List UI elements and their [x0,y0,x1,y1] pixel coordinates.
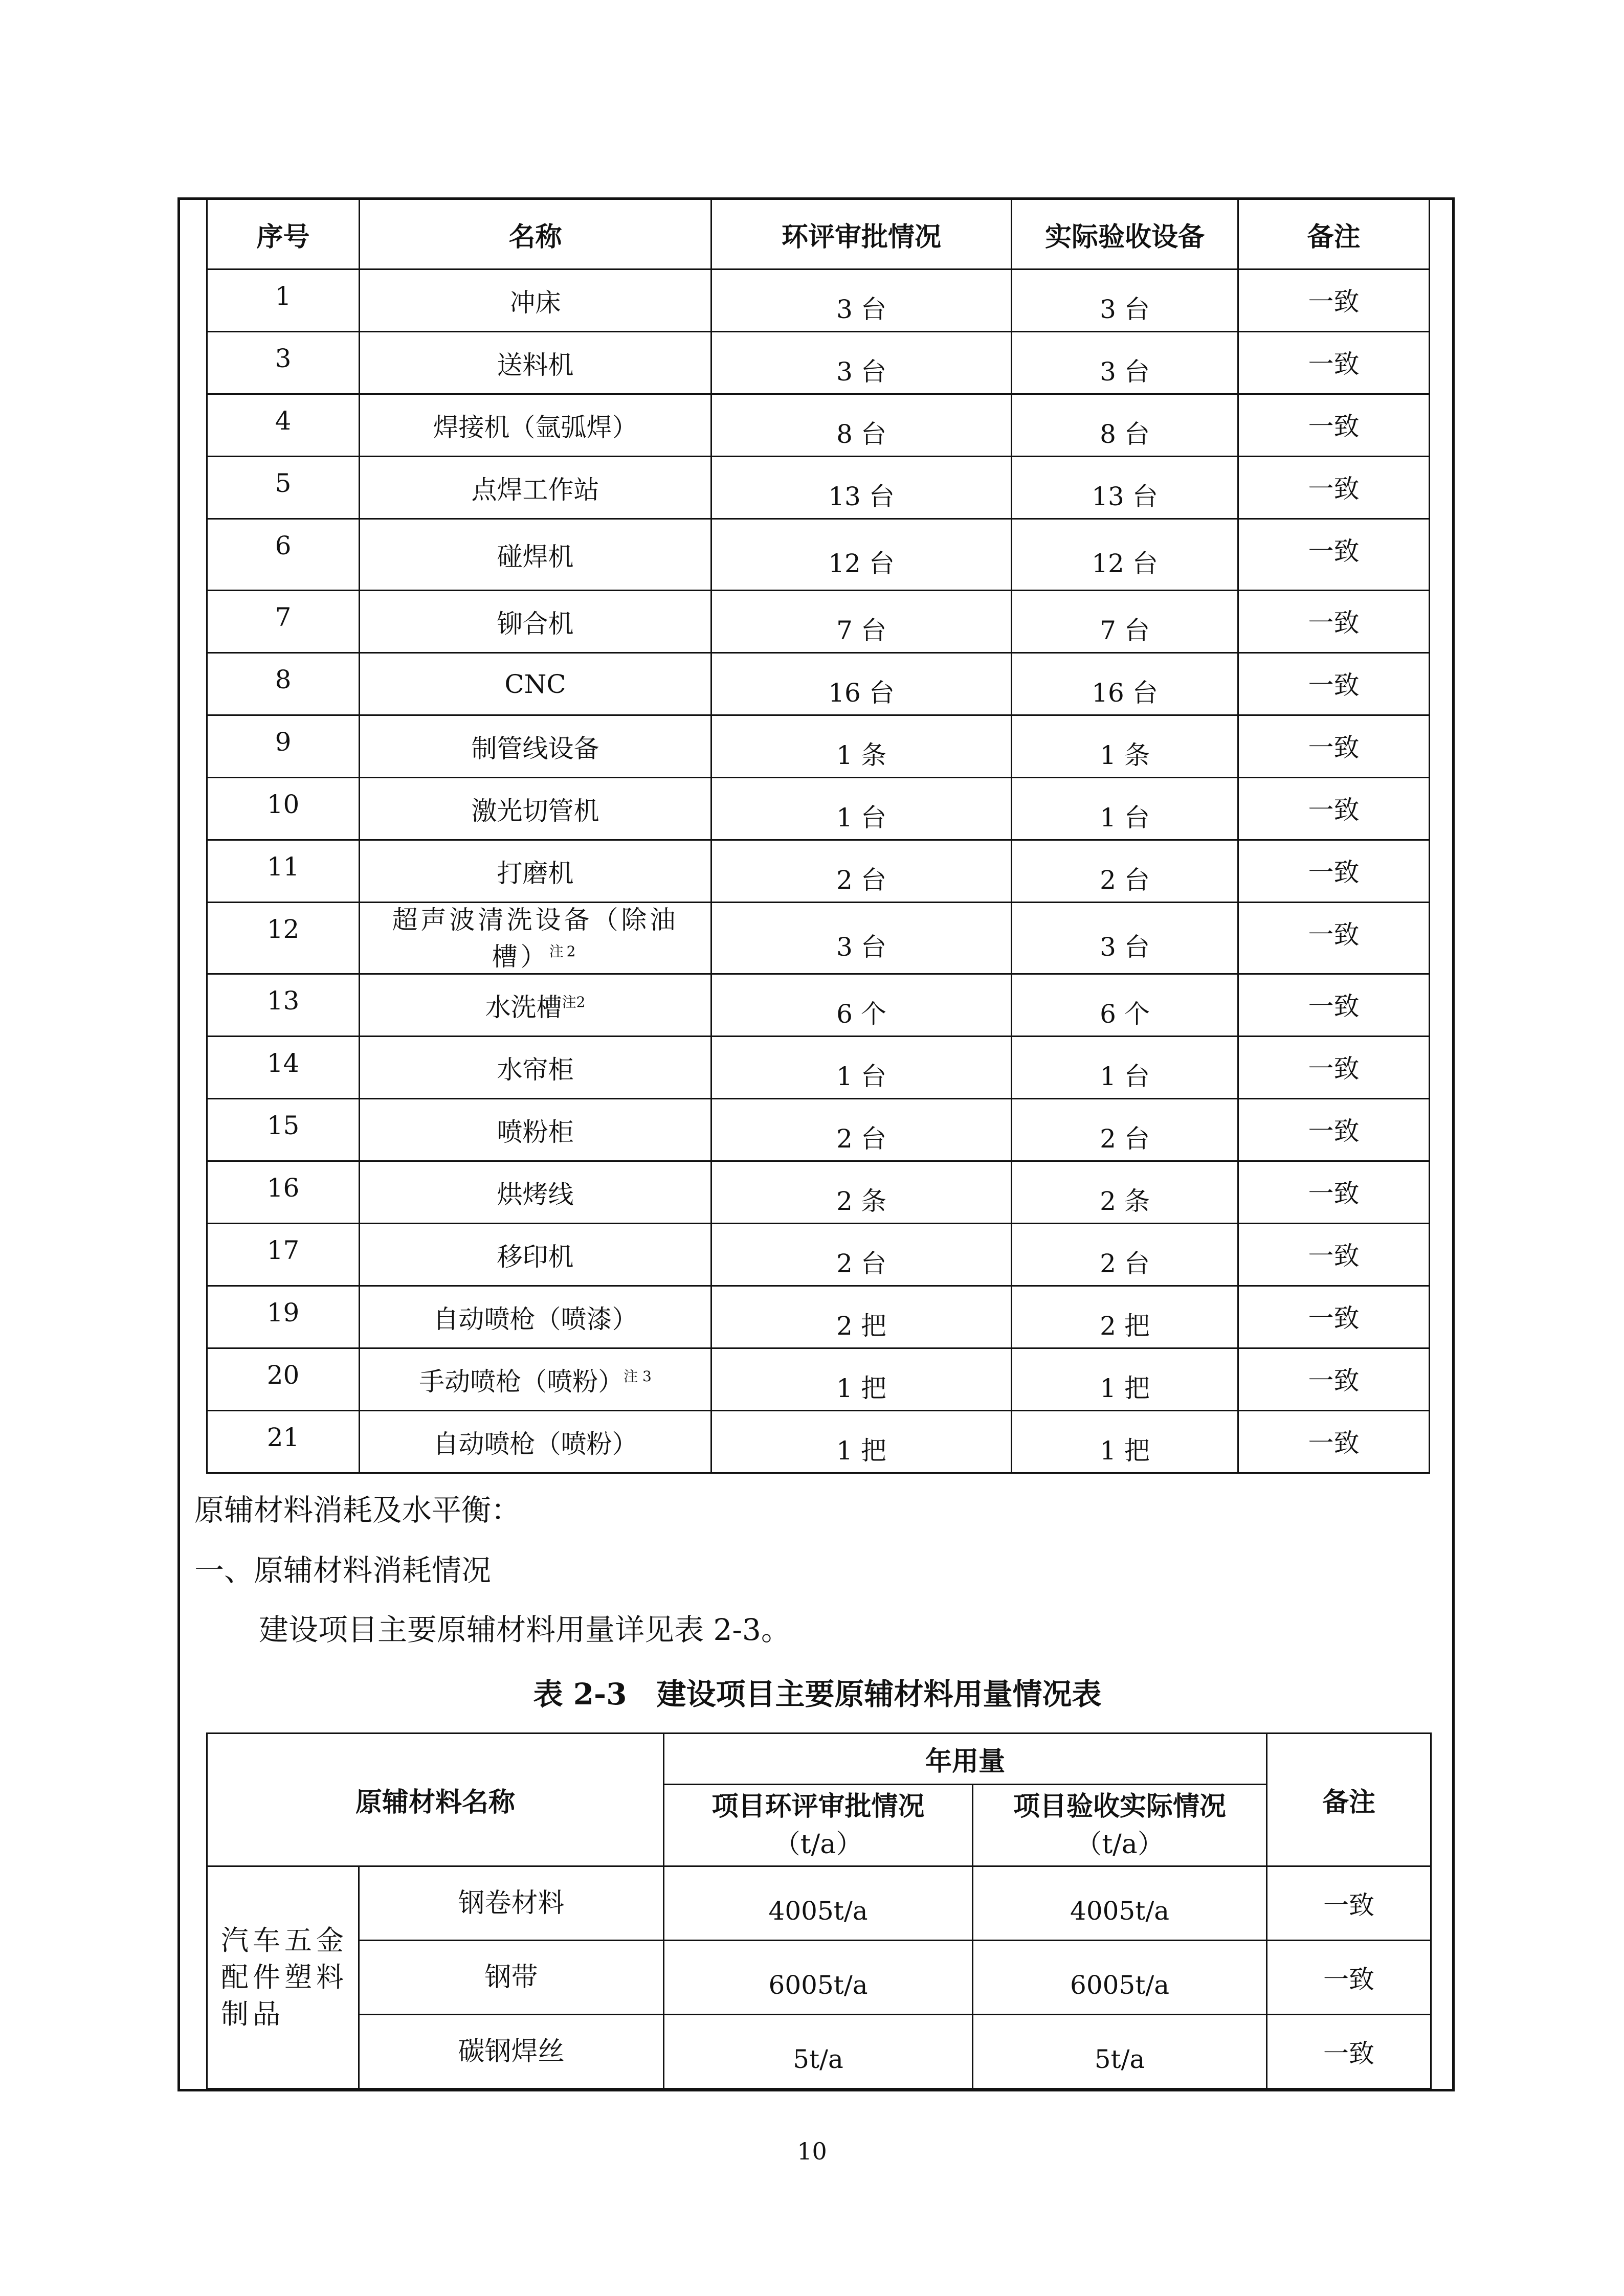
equipment-actual [1012,1286,1238,1348]
equipment-name [360,269,711,332]
equipment-actual [1012,1037,1238,1099]
material-name: 钢带 [359,1941,664,2015]
equipment-note-text: 一致 [1308,287,1360,317]
equipment-note-text: 一致 [1308,858,1360,887]
equipment-approved [711,1411,1012,1473]
equipment-row [207,591,1430,653]
equipment-name [360,1224,711,1286]
equipment-no-text: 10 [266,790,300,819]
material-approved: 6005t/a [664,1941,973,2015]
material-name: 碳钢焊丝 [359,2015,664,2089]
equipment-approved-text: 3 台 [836,932,886,962]
equipment-actual-text: 2 台 [1100,865,1150,895]
equipment-actual-text: 2 台 [1100,1248,1150,1278]
equipment-actual [1012,1099,1238,1161]
equipment-no [207,269,360,332]
equipment-name [360,1348,711,1411]
equipment-name-text: 铆合机 [497,609,574,639]
equipment-no [207,778,360,840]
equipment-note-text: 一致 [1308,1179,1360,1208]
equipment-name [360,840,711,903]
equipment-no [207,1286,360,1348]
equipment-name-text: 自动喷枪（喷粉） [433,1429,638,1459]
equipment-note-text: 一致 [1308,608,1360,638]
equipment-approved [711,1348,1012,1411]
equipment-approved [711,1099,1012,1161]
equipment-no [207,653,360,715]
equipment-no-text: 21 [266,1423,300,1452]
equipment-actual-text: 8 台 [1100,419,1150,449]
equipment-note [1238,778,1430,840]
equipment-name [360,457,711,519]
equipment-note-text: 一致 [1308,412,1360,441]
equipment-actual [1012,653,1238,715]
equipment-name [360,332,711,394]
equipment-approved [711,653,1012,715]
equipment-note [1238,1286,1430,1348]
equipment-note-text: 一致 [1308,795,1360,825]
equipment-actual-text: 3 台 [1100,932,1150,962]
equipment-row [207,1224,1430,1286]
equipment-approved-text: 3 台 [836,356,886,387]
equipment-name [360,778,711,840]
equipment-no-text: 8 [275,665,292,694]
table-2-3-title: 表 2-3 建设项目主要原辅材料用量情况表 [533,1677,1102,1712]
equipment-row [207,457,1430,519]
header-material-note: 备注 [1267,1734,1431,1866]
equipment-actual-text: 1 把 [1100,1373,1150,1403]
equipment-approved-text: 13 台 [828,481,895,511]
equipment-actual-text: 2 条 [1100,1186,1150,1216]
equipment-approved [711,332,1012,394]
equipment-name [360,1286,711,1348]
equipment-actual [1012,1348,1238,1411]
equipment-actual [1012,715,1238,778]
equipment-note [1238,903,1430,974]
equipment-approved-text: 1 台 [836,802,886,832]
equipment-name [360,1037,711,1099]
equipment-note-text: 一致 [1308,1116,1360,1146]
equipment-name-text: 送料机 [497,350,574,380]
equipment-note [1238,1224,1430,1286]
equipment-note-text: 一致 [1308,1366,1360,1395]
page-number: 10 [797,2137,827,2165]
materials-subheading: 一、原辅材料消耗情况 [194,1553,492,1588]
equipment-approved-text: 1 把 [836,1435,886,1466]
equipment-row [207,332,1430,394]
equipment-no-text: 4 [275,406,292,436]
equipment-row [207,1037,1430,1099]
equipment-name [360,974,711,1037]
equipment-actual-text: 12 台 [1092,548,1158,578]
equipment-no [207,457,360,519]
equipment-actual [1012,457,1238,519]
header-no: 序号 [207,199,360,269]
equipment-name-text: 喷粉柜 [497,1117,574,1147]
equipment-actual [1012,394,1238,457]
approved-label: 项目环评审批情况 [711,1790,925,1822]
material-actual: 5t/a [973,2015,1267,2089]
equipment-approved [711,903,1012,974]
material-note: 一致 [1267,1866,1431,1941]
footnote-marker: 注2 [562,993,586,1010]
equipment-actual-text: 2 把 [1100,1311,1150,1341]
materials-header-row [207,1734,1431,1785]
equipment-name-text: 烘烤线 [497,1179,574,1209]
equipment-row [207,1161,1430,1224]
equipment-actual-text: 16 台 [1092,678,1158,708]
equipment-approved [711,1224,1012,1286]
equipment-note [1238,1161,1430,1224]
equipment-name-text: 水帘柜 [497,1054,574,1085]
equipment-no-text: 19 [266,1298,300,1327]
equipment-no-text: 1 [275,281,292,311]
equipment-note [1238,840,1430,903]
equipment-note [1238,1411,1430,1473]
equipment-name-text: 水洗槽 [485,992,562,1022]
equipment-no-text: 17 [266,1235,300,1265]
equipment-note-text: 一致 [1308,1428,1360,1458]
equipment-row [207,269,1430,332]
material-approved: 5t/a [664,2015,973,2089]
equipment-name-text: CNC [504,669,566,699]
equipment-header-row [207,199,1430,269]
equipment-name-text: 手动喷枪（喷粉） [419,1366,624,1397]
equipment-row [207,1348,1430,1411]
equipment-row [207,974,1430,1037]
equipment-approved [711,840,1012,903]
equipment-no-text: 7 [275,602,292,632]
equipment-note-text: 一致 [1308,733,1360,762]
equipment-actual-text: 1 台 [1100,802,1150,832]
material-row [207,2015,1431,2089]
material-note: 一致 [1267,2015,1431,2089]
equipment-name-text: 焊接机（氩弧焊） [433,412,638,442]
equipment-note [1238,974,1430,1037]
equipment-actual [1012,269,1238,332]
equipment-row [207,778,1430,840]
equipment-approved-text: 7 台 [836,615,886,645]
equipment-note-text: 一致 [1308,474,1360,504]
equipment-approved-text: 2 条 [836,1186,886,1216]
equipment-no [207,332,360,394]
equipment-note-text: 一致 [1308,920,1360,950]
equipment-row [207,840,1430,903]
equipment-name-text: 激光切管机 [471,796,599,826]
equipment-note [1238,653,1430,715]
header-approved: 环评审批情况 [711,199,1012,269]
equipment-note [1238,269,1430,332]
equipment-name [360,591,711,653]
actual-label: 项目验收实际情况 [1013,1790,1227,1822]
equipment-name-text: 制管线设备 [471,733,599,763]
equipment-name [360,1411,711,1473]
equipment-approved-text: 16 台 [828,678,895,708]
equipment-approved [711,974,1012,1037]
equipment-note-text: 一致 [1308,536,1360,566]
header-material-approved [664,1785,973,1866]
equipment-actual [1012,519,1238,591]
equipment-note [1238,1037,1430,1099]
equipment-row [207,715,1430,778]
header-annual-usage: 年用量 [664,1734,1267,1785]
equipment-note-text: 一致 [1308,349,1360,379]
equipment-name [360,653,711,715]
equipment-approved-text: 1 台 [836,1061,886,1091]
equipment-no-text: 13 [266,986,300,1016]
material-name: 钢卷材料 [359,1866,664,1941]
header-note: 备注 [1238,199,1430,269]
equipment-approved-text: 2 台 [836,865,886,895]
equipment-approved-text: 1 把 [836,1373,886,1403]
equipment-name-text: 碰焊机 [497,542,574,572]
material-note: 一致 [1267,1941,1431,2015]
equipment-no [207,974,360,1037]
material-approved: 4005t/a [664,1866,973,1941]
equipment-name-text: 冲床 [509,287,561,318]
materials-intro: 建设项目主要原辅材料用量详见表 2-3。 [259,1612,791,1647]
equipment-no [207,1224,360,1286]
equipment-actual-text: 13 台 [1092,481,1158,511]
equipment-no-text: 5 [275,468,292,498]
material-row [207,1941,1431,2015]
equipment-no [207,394,360,457]
equipment-no [207,903,360,974]
equipment-name [360,394,711,457]
equipment-row [207,1099,1430,1161]
equipment-actual-text: 6 个 [1100,999,1150,1029]
equipment-no-text: 6 [275,531,292,560]
materials-table [206,1732,1432,2089]
equipment-note [1238,715,1430,778]
equipment-actual-text: 1 条 [1100,740,1150,770]
equipment-approved [711,1037,1012,1099]
materials-section-heading: 原辅材料消耗及水平衡： [194,1493,521,1527]
equipment-row [207,394,1430,457]
equipment-name [360,1099,711,1161]
equipment-actual [1012,591,1238,653]
equipment-no-text: 14 [266,1048,300,1078]
equipment-no [207,591,360,653]
equipment-approved-text: 3 台 [836,294,886,324]
header-material-actual [973,1785,1267,1866]
equipment-name-text: 移印机 [497,1242,574,1272]
equipment-approved [711,269,1012,332]
equipment-no [207,840,360,903]
equipment-actual [1012,840,1238,903]
equipment-note [1238,591,1430,653]
equipment-no-text: 11 [266,852,300,882]
equipment-note-text: 一致 [1308,1054,1360,1084]
equipment-no-text: 3 [275,344,292,373]
approved-unit: （t/a） [773,1829,863,1860]
equipment-approved-text: 8 台 [836,419,886,449]
equipment-note [1238,394,1430,457]
equipment-no [207,715,360,778]
equipment-actual [1012,903,1238,974]
equipment-actual-text: 3 台 [1100,356,1150,387]
material-row [207,1866,1431,1941]
equipment-actual-text: 3 台 [1100,294,1150,324]
equipment-row [207,903,1430,974]
equipment-approved [711,1286,1012,1348]
equipment-actual [1012,1224,1238,1286]
equipment-no-text: 12 [266,914,300,944]
footnote-marker: 注2 [549,942,579,960]
equipment-actual [1012,1411,1238,1473]
equipment-approved [711,1161,1012,1224]
equipment-approved [711,715,1012,778]
equipment-actual [1012,332,1238,394]
equipment-actual [1012,974,1238,1037]
equipment-no [207,519,360,591]
equipment-name-text: 自动喷枪（喷漆） [433,1304,638,1334]
equipment-row [207,1411,1430,1473]
equipment-approved [711,591,1012,653]
equipment-approved [711,519,1012,591]
equipment-no [207,1411,360,1473]
equipment-approved-text: 1 条 [836,740,886,770]
equipment-row [207,653,1430,715]
equipment-no [207,1161,360,1224]
equipment-note [1238,519,1430,591]
equipment-note-text: 一致 [1308,1303,1360,1333]
equipment-note-text: 一致 [1308,670,1360,700]
equipment-actual-text: 2 台 [1100,1123,1150,1154]
equipment-row [207,519,1430,591]
equipment-name [360,519,711,591]
material-actual: 6005t/a [973,1941,1267,2015]
equipment-name [360,1161,711,1224]
actual-unit: （t/a） [1075,1829,1164,1860]
equipment-no [207,1348,360,1411]
equipment-note-text: 一致 [1308,1241,1360,1271]
equipment-note-text: 一致 [1308,992,1360,1021]
equipment-name [360,715,711,778]
equipment-no-text: 16 [266,1173,300,1203]
equipment-table [206,198,1430,1474]
equipment-approved [711,394,1012,457]
equipment-note [1238,457,1430,519]
equipment-no [207,1037,360,1099]
equipment-approved-text: 2 台 [836,1123,886,1154]
equipment-note [1238,1348,1430,1411]
equipment-actual [1012,778,1238,840]
equipment-actual-text: 1 把 [1100,1435,1150,1466]
equipment-row [207,1286,1430,1348]
equipment-actual [1012,1161,1238,1224]
equipment-approved-text: 2 台 [836,1248,886,1278]
equipment-note [1238,332,1430,394]
equipment-name-text: 超声波清洗设备（除油槽） [392,905,679,972]
material-category: 汽车五金配件塑料制品 [207,1866,359,2089]
equipment-actual-text: 7 台 [1100,615,1150,645]
equipment-no [207,1099,360,1161]
equipment-name-text: 打磨机 [497,858,574,888]
footnote-marker: 注 3 [624,1367,652,1385]
equipment-name-text: 点焊工作站 [471,475,599,505]
equipment-approved [711,457,1012,519]
equipment-no-text: 15 [266,1111,300,1140]
material-actual: 4005t/a [973,1866,1267,1941]
equipment-note [1238,1099,1430,1161]
header-actual: 实际验收设备 [1012,199,1238,269]
equipment-approved-text: 12 台 [828,548,895,578]
equipment-approved-text: 6 个 [836,999,886,1029]
equipment-no-text: 20 [266,1360,300,1390]
equipment-approved [711,778,1012,840]
equipment-no-text: 9 [275,727,292,757]
equipment-actual-text: 1 台 [1100,1061,1150,1091]
equipment-name [360,903,711,974]
header-name: 名称 [360,199,711,269]
equipment-approved-text: 2 把 [836,1311,886,1341]
header-material-name: 原辅材料名称 [207,1734,664,1866]
